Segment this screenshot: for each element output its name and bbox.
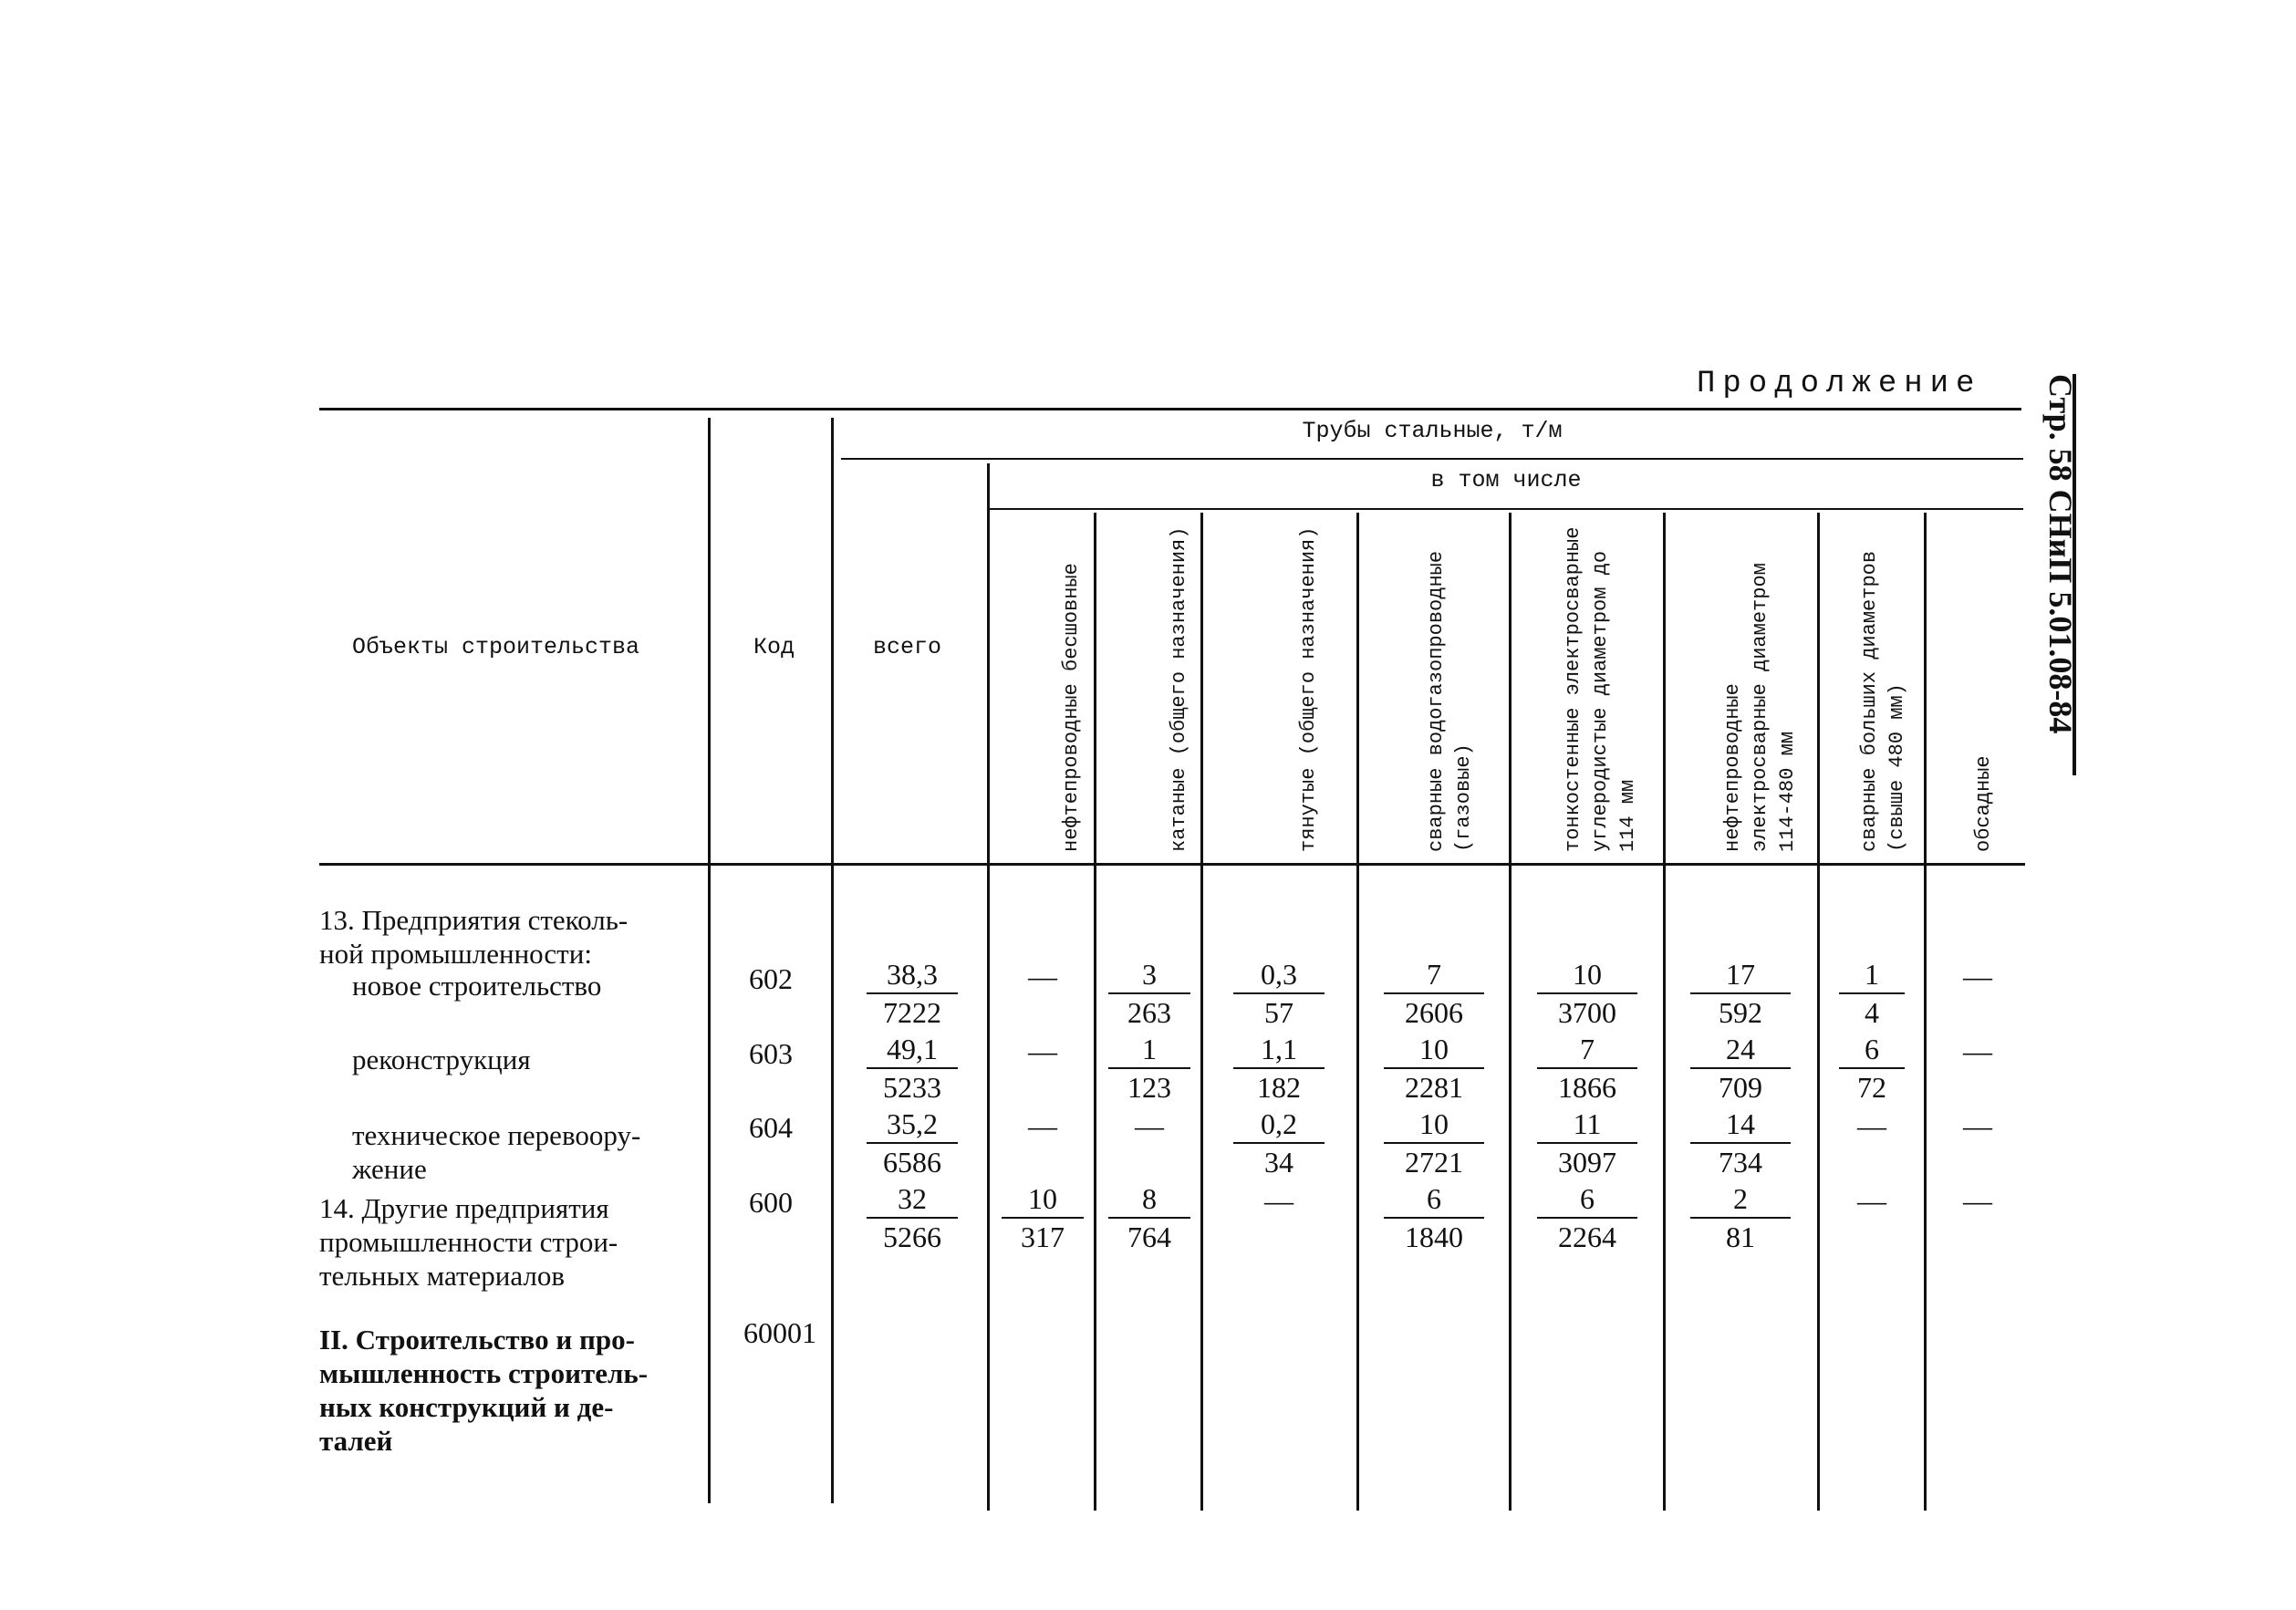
- cell-denominator: 34: [1264, 1146, 1293, 1179]
- cell-fraction: [1108, 956, 1190, 1031]
- cell-fraction: [1002, 1180, 1084, 1255]
- cell-denominator: 317: [1021, 1220, 1065, 1253]
- subgroup-header-rule: [989, 508, 2023, 510]
- cell-fraction: [1690, 1180, 1791, 1255]
- cell-denominator: 263: [1127, 996, 1171, 1029]
- cell-numerator: 17: [1690, 956, 1791, 994]
- cell-numerator: 1: [1108, 1031, 1190, 1069]
- cell-denominator: 592: [1719, 996, 1762, 1029]
- cell-numerator: 6: [1384, 1180, 1484, 1219]
- cell-fraction: [1384, 1106, 1484, 1180]
- row-602-code: 602: [749, 962, 793, 995]
- header-col-seamless: нефтепроводные бесшовные: [1060, 563, 1083, 852]
- cell-fraction: [1690, 1031, 1791, 1106]
- cell-denominator: 5266: [883, 1220, 941, 1253]
- col-rule-c1: [987, 463, 990, 1511]
- cell-denominator: 123: [1127, 1071, 1171, 1104]
- cell-denominator: 2264: [1558, 1220, 1616, 1253]
- cell-numerator: 0,3: [1233, 956, 1325, 994]
- cell-dash: —: [1028, 1109, 1057, 1142]
- cell-fraction: [1839, 1031, 1905, 1106]
- header-col-oil-electric: нефтепроводные электросварные диаметром 114-480 мм: [1721, 563, 1799, 852]
- cell-numerator: 38,3: [867, 956, 958, 994]
- header-col-drawn: тянутые (общего назначения): [1297, 526, 1320, 852]
- cell-fraction: [1384, 1180, 1484, 1255]
- cell-dash: —: [1028, 1034, 1057, 1067]
- cell-numerator: 8: [1108, 1180, 1190, 1219]
- cell-fraction: [1233, 1106, 1325, 1180]
- header-col-large-diam: сварные больших диаметров (свыше 480 мм): [1858, 550, 1908, 852]
- col-rule-c6: [1663, 513, 1666, 1511]
- cell-numerator: 1: [1839, 956, 1905, 994]
- cell-fraction: [1108, 1180, 1190, 1255]
- cell-fraction: [1537, 1031, 1637, 1106]
- header-objects: Объекты строительства: [352, 634, 640, 660]
- side-header-rule: [2073, 374, 2076, 775]
- cell-numerator: 24: [1690, 1031, 1791, 1069]
- header-col-rolled: катаные (общего назначения): [1168, 526, 1190, 852]
- header-incl: в том числе: [1430, 467, 1582, 493]
- cell-dash: —: [1963, 1109, 1992, 1142]
- col-rule-c8: [1924, 513, 1927, 1511]
- cell-numerator: 10: [1002, 1180, 1084, 1219]
- cell-fraction: [1384, 1031, 1484, 1106]
- row-604-code: 604: [749, 1111, 793, 1144]
- cell-numerator: 6: [1537, 1180, 1637, 1219]
- section-2-code: 60001: [743, 1316, 816, 1349]
- header-col-casing: обсадные: [1972, 755, 1995, 852]
- cell-denominator: 7222: [883, 996, 941, 1029]
- row-603-label: реконструкция: [352, 1044, 531, 1075]
- cell-dash: —: [1028, 960, 1057, 992]
- cell-dash: —: [1963, 1184, 1992, 1217]
- cell-fraction: [867, 1106, 958, 1180]
- cell-numerator: 10: [1384, 1031, 1484, 1069]
- cell-denominator: 4: [1865, 996, 1879, 1029]
- header-total: всего: [873, 634, 942, 660]
- cell-dash: —: [1135, 1109, 1164, 1142]
- cell-numerator: 6: [1839, 1031, 1905, 1069]
- cell-numerator: 3: [1108, 956, 1190, 994]
- header-col-thin-wall: тонкостенные электросварные углеродистые диаметром до 114 мм: [1562, 526, 1639, 852]
- row-602-label: новое строительство: [352, 970, 602, 1002]
- cell-fraction: [1233, 956, 1325, 1031]
- cell-denominator: 709: [1719, 1071, 1762, 1104]
- cell-fraction: [1839, 956, 1905, 1031]
- col-rule-code: [708, 418, 711, 1503]
- cell-fraction: [1537, 956, 1637, 1031]
- cell-fraction: [1233, 1031, 1325, 1106]
- cell-numerator: 10: [1537, 956, 1637, 994]
- cell-denominator: 72: [1857, 1071, 1886, 1104]
- cell-dash: —: [1264, 1184, 1293, 1217]
- cell-denominator: 2281: [1405, 1071, 1463, 1104]
- cell-fraction: [1537, 1106, 1637, 1180]
- section-13-title-line2: ной промышленности:: [319, 938, 592, 970]
- cell-denominator: 6586: [883, 1146, 941, 1179]
- cell-fraction: [867, 956, 958, 1031]
- cell-numerator: 35,2: [867, 1106, 958, 1144]
- cell-denominator: 57: [1264, 996, 1293, 1029]
- row-600-label-line2: промышленности строи-: [319, 1226, 618, 1258]
- row-600-code: 600: [749, 1186, 793, 1219]
- cell-denominator: 3700: [1558, 996, 1616, 1029]
- row-600-label-line1: 14. Другие предприятия: [319, 1192, 609, 1224]
- cell-numerator: 2: [1690, 1180, 1791, 1219]
- row-600-label-line3: тельных материалов: [319, 1260, 565, 1292]
- cell-dash: —: [1857, 1184, 1886, 1217]
- cell-denominator: 5233: [883, 1071, 941, 1104]
- header-pipes-group: Трубы стальные, т/м: [1302, 418, 1563, 444]
- cell-numerator: 7: [1537, 1031, 1637, 1069]
- cell-denominator: 1866: [1558, 1071, 1616, 1104]
- cell-dash: —: [1963, 1034, 1992, 1067]
- col-rule-c4: [1356, 513, 1359, 1511]
- row-604-label-line2: жение: [352, 1153, 427, 1185]
- cell-fraction: [1690, 956, 1791, 1031]
- cell-denominator: 764: [1127, 1220, 1171, 1253]
- continuation-label: Продолжение: [1697, 367, 1982, 401]
- side-running-header: [2025, 374, 2080, 794]
- cell-numerator: 14: [1690, 1106, 1791, 1144]
- section-2-label-line2: мышленность строитель-: [319, 1357, 649, 1389]
- header-col-water-gas: сварные водогазопроводные (газовые): [1425, 550, 1475, 852]
- col-rule-c3: [1200, 513, 1203, 1511]
- cell-dash: —: [1963, 960, 1992, 992]
- cell-numerator: 32: [867, 1180, 958, 1219]
- row-603-code: 603: [749, 1037, 793, 1070]
- group-header-rule: [841, 458, 2023, 460]
- cell-denominator: 3097: [1558, 1146, 1616, 1179]
- cell-denominator: 2721: [1405, 1146, 1463, 1179]
- cell-numerator: 1,1: [1233, 1031, 1325, 1069]
- cell-fraction: [1537, 1180, 1637, 1255]
- col-rule-c2: [1094, 513, 1096, 1511]
- row-604-label-line1: техническое перевоору-: [352, 1119, 641, 1151]
- section-2-label-line4: талей: [319, 1425, 393, 1457]
- cell-numerator: 7: [1384, 956, 1484, 994]
- section-2-label-line1: II. Строительство и про-: [319, 1324, 635, 1356]
- header-code: Код: [753, 634, 795, 660]
- cell-fraction: [1690, 1106, 1791, 1180]
- cell-numerator: 10: [1384, 1106, 1484, 1144]
- table-top-rule: [319, 408, 2021, 410]
- header-bottom-rule: [319, 863, 2025, 866]
- cell-denominator: 734: [1719, 1146, 1762, 1179]
- cell-denominator: 2606: [1405, 996, 1463, 1029]
- col-rule-c5: [1509, 513, 1512, 1511]
- col-rule-c7: [1817, 513, 1820, 1511]
- section-2-label-line3: ных конструкций и де-: [319, 1391, 614, 1423]
- cell-numerator: 49,1: [867, 1031, 958, 1069]
- side-header-text: Стр. 58 СНиП 5.01.08-84: [2042, 374, 2079, 734]
- cell-dash: —: [1857, 1109, 1886, 1142]
- cell-denominator: 81: [1726, 1220, 1755, 1253]
- cell-fraction: [867, 1180, 958, 1255]
- section-13-title-line1: 13. Предприятия стеколь-: [319, 904, 629, 936]
- cell-fraction: [1108, 1031, 1190, 1106]
- cell-denominator: 1840: [1405, 1220, 1463, 1253]
- cell-numerator: 0,2: [1233, 1106, 1325, 1144]
- cell-numerator: 11: [1537, 1106, 1637, 1144]
- cell-fraction: [867, 1031, 958, 1106]
- cell-fraction: [1384, 956, 1484, 1031]
- cell-denominator: 182: [1257, 1071, 1301, 1104]
